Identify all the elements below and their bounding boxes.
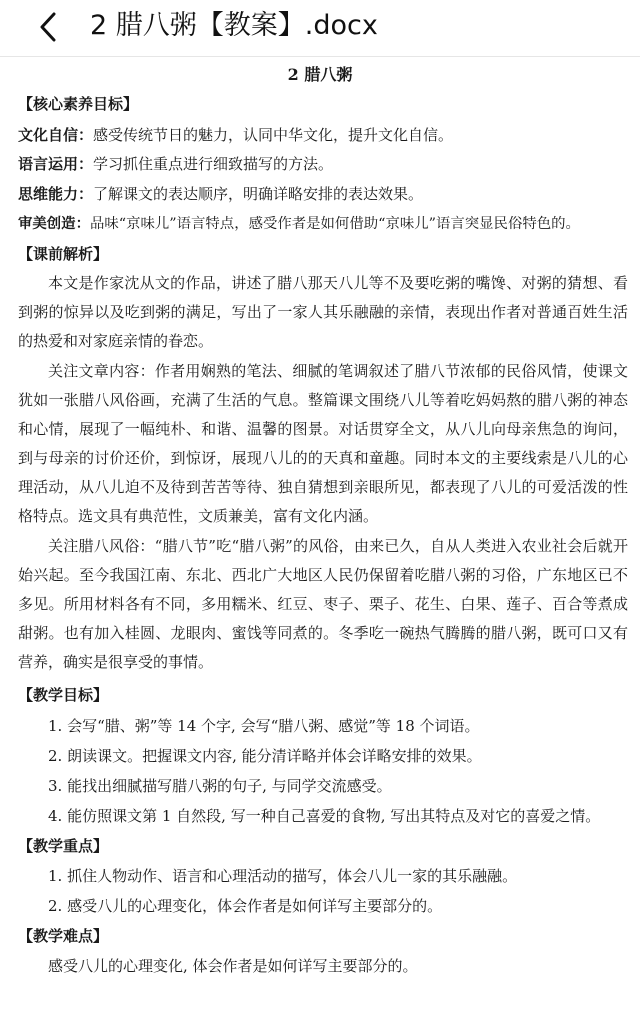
key-point-item: 2. 感受八儿的心理变化，体会作者是如何详写主要部分的。	[48, 897, 443, 915]
teaching-goals-heading: 【教学目标】	[18, 686, 109, 704]
difficulties-heading: 【教学难点】	[18, 927, 109, 945]
pre-class-analysis-heading: 【课前解析】	[18, 245, 109, 263]
key-points-heading: 【教学重点】	[18, 837, 109, 855]
document-title: 2 腊八粥【教案】.docx	[90, 10, 378, 41]
top-bar	[0, 0, 640, 57]
core-item-thinking	[18, 183, 423, 205]
analysis-paragraph-content: 关注文章内容：作者用娴熟的笔法、细腻的笔调叙述了腊八节浓郁的民俗风情，使课文犹如一张腊八风俗画，充满了生活的气息。整篇课文围绕八儿等着吃妈妈熬的腊八粥的神态和心情，展现了一幅纯朴、和谐、温馨的图景。对话贯穿全文，从八儿向母亲焦急的询问，到与母亲的讨价还价，到惊讶，展现八儿的的天真和童趣。同时本文的主要线索是八儿的心理活动，从八儿迫不及待到苦苦等待、独自猜想到亲眼所见，都表现了八儿的可爱活泼的性格特点。选文具有典范性，文质兼美，富有文化内涵。	[18, 362, 628, 525]
core-item-language	[18, 153, 333, 175]
core-item-culture	[18, 124, 453, 146]
lesson-heading: 2 腊八粥	[287, 65, 353, 84]
core-item-aesthetic	[18, 213, 580, 235]
core-item-label: 思维能力：	[18, 185, 94, 203]
core-item-label: 语言运用：	[18, 155, 94, 173]
core-item-text: 了解课文的表达顺序，明确详略安排的表达效果。	[93, 185, 424, 203]
teaching-goal-item: 2. 朗读课文。把握课文内容, 能分清详略并体会详略安排的效果。	[48, 747, 482, 765]
teaching-goal-item: 4. 能仿照课文第 1 自然段, 写一种自己喜爱的食物, 写出其特点及对它的喜爱之情。	[48, 807, 601, 825]
core-item-text: 品味“京味儿”语言特点，感受作者是如何借助“京味儿”语言突显民俗特色的。	[89, 216, 580, 232]
core-item-label: 审美创造：	[18, 216, 90, 232]
difficulty-text: 感受八儿的心理变化, 体会作者是如何详写主要部分的。	[48, 957, 418, 975]
back-chevron-icon[interactable]	[34, 12, 64, 42]
teaching-goal-item: 3. 能找出细腻描写腊八粥的句子, 与同学交流感受。	[48, 777, 392, 795]
core-item-text: 感受传统节日的魅力，认同中华文化，提升文化自信。	[93, 126, 454, 144]
core-competency-heading: 【核心素养目标】	[18, 95, 139, 113]
teaching-goal-item: 1. 会写“腊、粥”等 14 个字, 会写“腊八粥、感觉”等 18 个词语。	[48, 717, 480, 735]
analysis-paragraph-intro: 本文是作家沈从文的作品，讲述了腊八那天八儿等不及要吃粥的嘴馋、对粥的猜想、看到粥的惊异以及吃到粥的满足，写出了一家人其乐融融的亲情，表现出作者对普通百姓生活的热爱和对家庭亲情的眷恋。	[18, 274, 628, 350]
core-item-label: 文化自信：	[18, 126, 94, 144]
analysis-paragraph-custom: 关注腊八风俗：“腊八节”吃“腊八粥”的风俗，由来已久，自从人类进入农业社会后就开始兴起。至今我国江南、东北、西北广大地区人民仍保留着吃腊八粥的习俗，广东地区已不多见。所用材料各有不同，多用糯米、红豆、枣子、栗子、花生、白果、莲子、百合等煮成甜粥。也有加入桂圆、龙眼肉、蜜饯等同煮的。冬季吃一碗热气腾腾的腊八粥，既可口又有营养，确实是很享受的事情。	[18, 537, 628, 671]
key-point-item: 1. 抓住人物动作、语言和心理活动的描写，体会八儿一家的其乐融融。	[48, 867, 518, 885]
core-item-text: 学习抓住重点进行细致描写的方法。	[93, 155, 334, 173]
